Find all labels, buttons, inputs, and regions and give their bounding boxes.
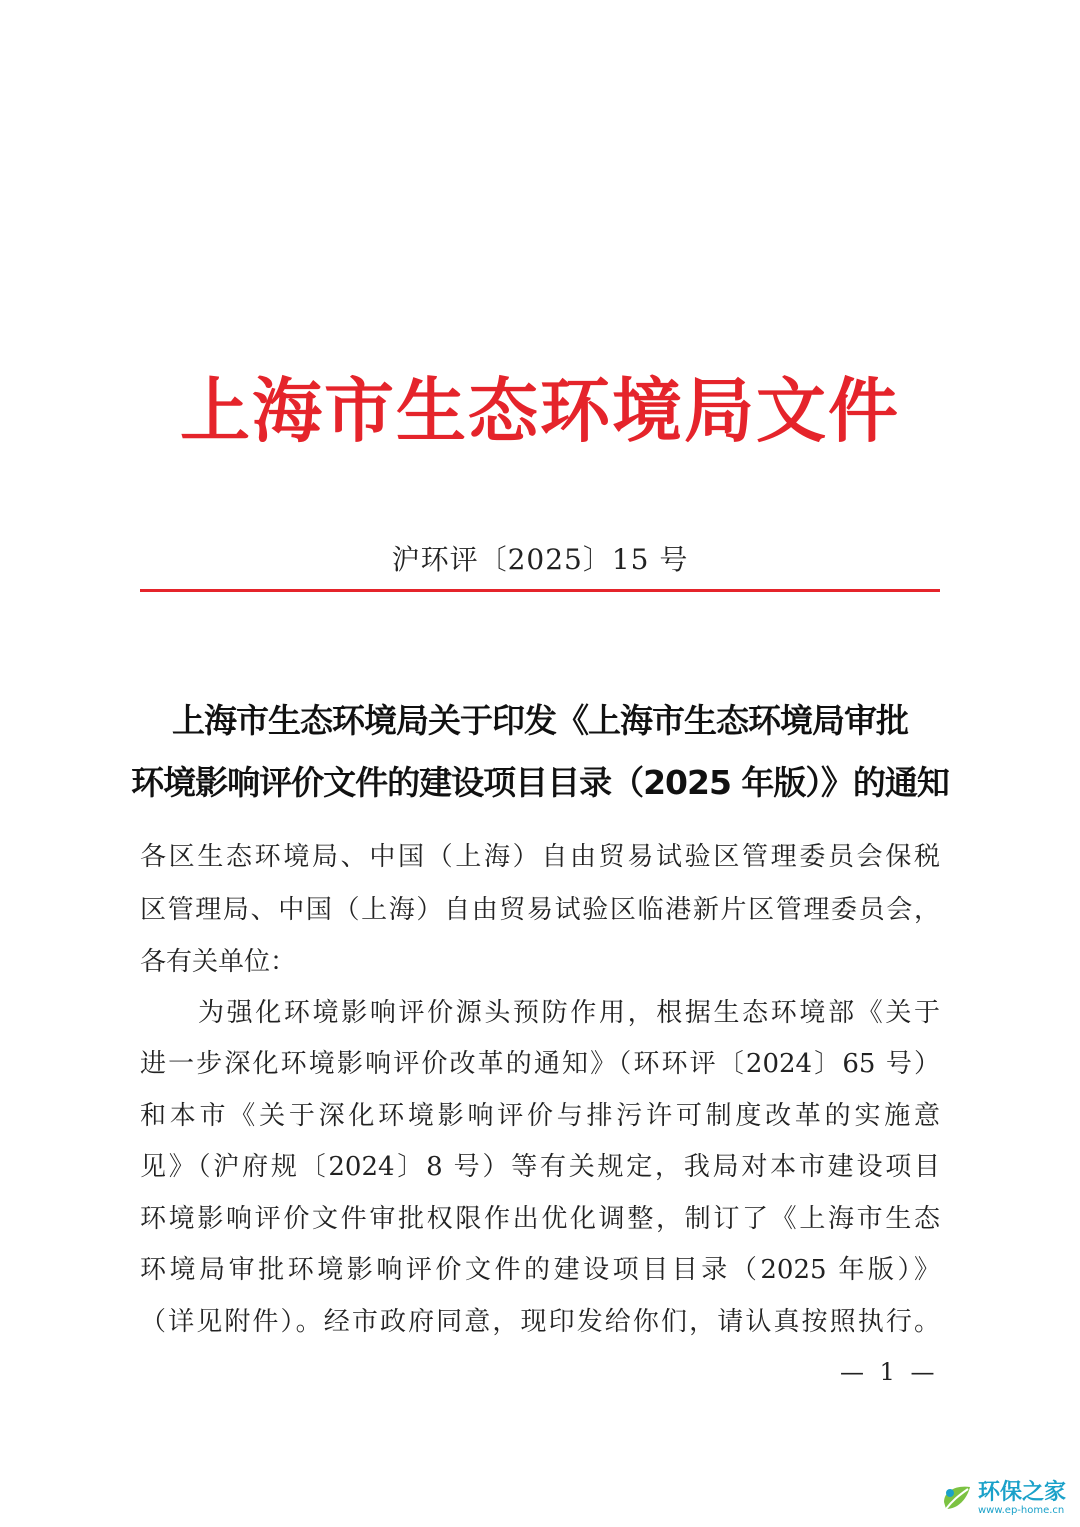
- red-divider-line: [140, 589, 940, 592]
- paragraph-line: 为强化环境影响评价源头预防作用，根据生态环境部《关于: [198, 998, 940, 1028]
- paragraph-line: 环境局审批环境影响评价文件的建设项目目录（2025 年版）》: [140, 1255, 940, 1285]
- addressee-line: 区管理局、中国（上海）自由贸易试验区临港新片区管理委员会，: [140, 895, 940, 925]
- notice-title-line-2: 环境影响评价文件的建设项目目录（2025 年版）》的通知: [131, 763, 949, 802]
- addressee-line: 各有关单位：: [140, 947, 297, 977]
- paragraph-line: 进一步深化环境影响评价改革的通知》（环环评〔2024〕65 号）: [140, 1049, 940, 1079]
- watermark-url: www.ep-home.cn: [978, 1505, 1065, 1516]
- document-number: 沪环评〔2025〕15 号: [391, 543, 689, 576]
- watermark: [940, 1482, 1066, 1516]
- page-number: — 1 —: [840, 1358, 939, 1386]
- paragraph-line: （详见附件）。经市政府同意，现印发给你们，请认真按照执行。: [140, 1307, 940, 1337]
- notice-title-line-1: 上海市生态环境局关于印发《上海市生态环境局审批: [172, 701, 908, 740]
- leaf-logo-icon: [940, 1482, 974, 1516]
- paragraph-line: 环境影响评价文件审批权限作出优化调整，制订了《上海市生态: [140, 1204, 940, 1234]
- paragraph-line: 和本市《关于深化环境影响评价与排污许可制度改革的实施意: [140, 1101, 940, 1131]
- masthead-title: 上海市生态环境局文件: [180, 370, 900, 452]
- paragraph-line: 见》（沪府规〔2024〕8 号）等有关规定，我局对本市建设项目: [140, 1152, 940, 1182]
- addressee-line: 各区生态环境局、中国（上海）自由贸易试验区管理委员会保税: [140, 842, 940, 872]
- watermark-name: 环保之家: [978, 1480, 1067, 1505]
